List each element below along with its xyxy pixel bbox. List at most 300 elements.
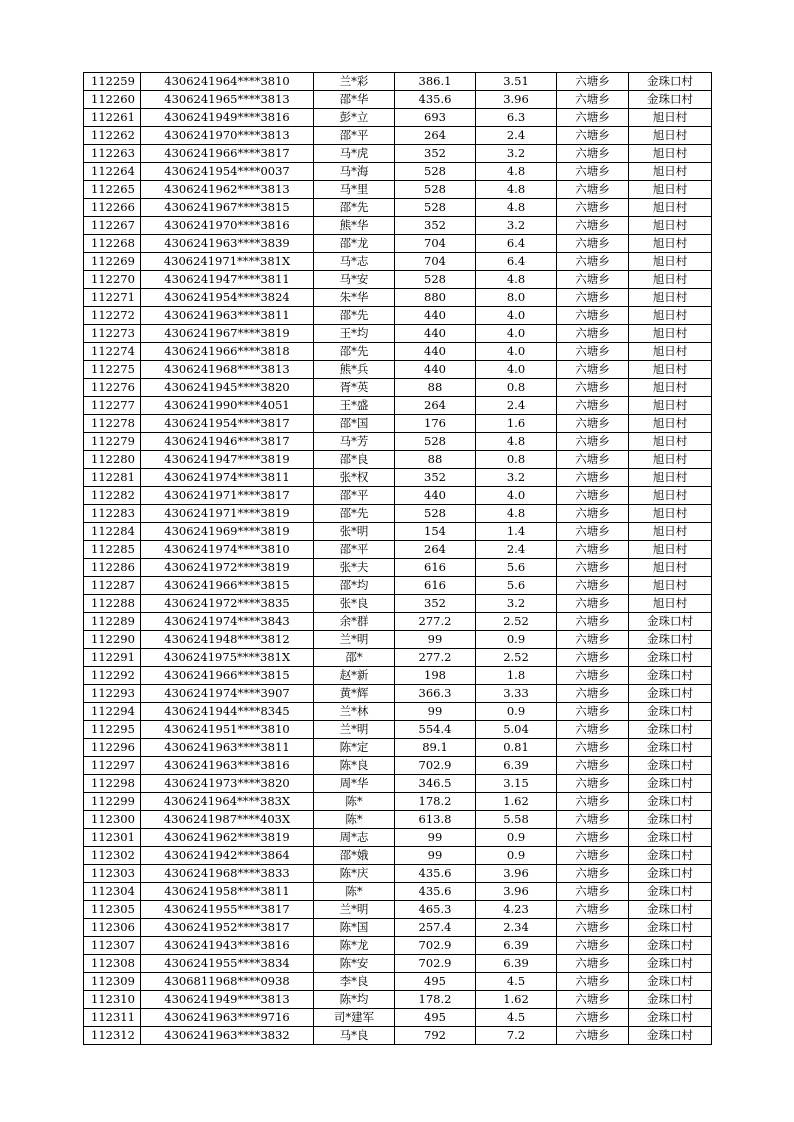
- person-name-cell: 张*明: [314, 523, 395, 541]
- township-name-cell: 六塘乡: [557, 595, 629, 613]
- id-number-cell: 4306241963****3816: [141, 757, 314, 775]
- person-name-cell: 陈*: [314, 793, 395, 811]
- person-name-cell: 周*华: [314, 775, 395, 793]
- amount-value-cell: 5.58: [476, 811, 557, 829]
- person-name-cell: 陈*: [314, 883, 395, 901]
- village-name-cell: 旭日村: [629, 451, 712, 469]
- village-name-cell: 旭日村: [629, 523, 712, 541]
- amount-value-cell: 4.8: [476, 163, 557, 181]
- area-value-cell: 178.2: [395, 793, 476, 811]
- amount-value-cell: 0.9: [476, 829, 557, 847]
- record-number-cell: 112278: [84, 415, 141, 433]
- table-row: [84, 145, 712, 163]
- table-row: [84, 739, 712, 757]
- area-value-cell: 440: [395, 307, 476, 325]
- record-number-cell: 112265: [84, 181, 141, 199]
- area-value-cell: 528: [395, 505, 476, 523]
- township-name-cell: 六塘乡: [557, 775, 629, 793]
- area-value-cell: 792: [395, 1027, 476, 1045]
- table-row: [84, 379, 712, 397]
- amount-value-cell: 2.4: [476, 127, 557, 145]
- village-name-cell: 金珠口村: [629, 703, 712, 721]
- area-value-cell: 435.6: [395, 883, 476, 901]
- area-value-cell: 264: [395, 397, 476, 415]
- table-row: [84, 73, 712, 91]
- table-row: [84, 883, 712, 901]
- village-name-cell: 旭日村: [629, 181, 712, 199]
- amount-value-cell: 0.9: [476, 847, 557, 865]
- record-number-cell: 112260: [84, 91, 141, 109]
- record-number-cell: 112312: [84, 1027, 141, 1045]
- amount-value-cell: 4.0: [476, 307, 557, 325]
- amount-value-cell: 2.52: [476, 613, 557, 631]
- person-name-cell: 邵*平: [314, 487, 395, 505]
- village-name-cell: 金珠口村: [629, 793, 712, 811]
- record-number-cell: 112290: [84, 631, 141, 649]
- record-number-cell: 112291: [84, 649, 141, 667]
- record-number-cell: 112275: [84, 361, 141, 379]
- area-value-cell: 89.1: [395, 739, 476, 757]
- village-name-cell: 金珠口村: [629, 901, 712, 919]
- table-row: [84, 703, 712, 721]
- table-row: [84, 523, 712, 541]
- township-name-cell: 六塘乡: [557, 397, 629, 415]
- village-name-cell: 旭日村: [629, 325, 712, 343]
- amount-value-cell: 2.4: [476, 397, 557, 415]
- area-value-cell: 366.3: [395, 685, 476, 703]
- table-row: [84, 865, 712, 883]
- township-name-cell: 六塘乡: [557, 217, 629, 235]
- person-name-cell: 陈*良: [314, 757, 395, 775]
- village-name-cell: 金珠口村: [629, 919, 712, 937]
- person-name-cell: 马*安: [314, 271, 395, 289]
- person-name-cell: 陈*均: [314, 991, 395, 1009]
- amount-value-cell: 3.33: [476, 685, 557, 703]
- area-value-cell: 386.1: [395, 73, 476, 91]
- area-value-cell: 465.3: [395, 901, 476, 919]
- amount-value-cell: 6.39: [476, 955, 557, 973]
- person-name-cell: 彭*立: [314, 109, 395, 127]
- township-name-cell: 六塘乡: [557, 973, 629, 991]
- township-name-cell: 六塘乡: [557, 253, 629, 271]
- id-number-cell: 4306241944****8345: [141, 703, 314, 721]
- id-number-cell: 4306241955****3817: [141, 901, 314, 919]
- record-number-cell: 112280: [84, 451, 141, 469]
- area-value-cell: 198: [395, 667, 476, 685]
- area-value-cell: 704: [395, 235, 476, 253]
- table-row: [84, 973, 712, 991]
- village-name-cell: 金珠口村: [629, 775, 712, 793]
- id-number-cell: 4306241972****3819: [141, 559, 314, 577]
- table-row: [84, 559, 712, 577]
- village-name-cell: 金珠口村: [629, 721, 712, 739]
- amount-value-cell: 4.0: [476, 343, 557, 361]
- amount-value-cell: 0.9: [476, 631, 557, 649]
- id-number-cell: 4306241970****3816: [141, 217, 314, 235]
- id-number-cell: 4306241971****381X: [141, 253, 314, 271]
- amount-value-cell: 6.4: [476, 235, 557, 253]
- amount-value-cell: 8.0: [476, 289, 557, 307]
- township-name-cell: 六塘乡: [557, 181, 629, 199]
- amount-value-cell: 2.4: [476, 541, 557, 559]
- id-number-cell: 4306241943****3816: [141, 937, 314, 955]
- village-name-cell: 金珠口村: [629, 631, 712, 649]
- person-name-cell: 邵*良: [314, 451, 395, 469]
- person-name-cell: 邵*: [314, 649, 395, 667]
- area-value-cell: 154: [395, 523, 476, 541]
- area-value-cell: 528: [395, 199, 476, 217]
- amount-value-cell: 3.2: [476, 145, 557, 163]
- village-name-cell: 金珠口村: [629, 613, 712, 631]
- id-number-cell: 4306241966****3817: [141, 145, 314, 163]
- table-row: [84, 487, 712, 505]
- person-name-cell: 周*志: [314, 829, 395, 847]
- person-name-cell: 马*志: [314, 253, 395, 271]
- table-row: [84, 91, 712, 109]
- township-name-cell: 六塘乡: [557, 307, 629, 325]
- area-value-cell: 702.9: [395, 937, 476, 955]
- township-name-cell: 六塘乡: [557, 271, 629, 289]
- township-name-cell: 六塘乡: [557, 631, 629, 649]
- table-row: [84, 271, 712, 289]
- area-value-cell: 99: [395, 847, 476, 865]
- id-number-cell: 4306241947****3819: [141, 451, 314, 469]
- record-number-cell: 112304: [84, 883, 141, 901]
- township-name-cell: 六塘乡: [557, 955, 629, 973]
- record-number-cell: 112267: [84, 217, 141, 235]
- village-name-cell: 金珠口村: [629, 649, 712, 667]
- person-name-cell: 王*盛: [314, 397, 395, 415]
- person-name-cell: 邵*均: [314, 577, 395, 595]
- township-name-cell: 六塘乡: [557, 379, 629, 397]
- record-number-cell: 112298: [84, 775, 141, 793]
- person-name-cell: 陈*庆: [314, 865, 395, 883]
- area-value-cell: 440: [395, 343, 476, 361]
- township-name-cell: 六塘乡: [557, 667, 629, 685]
- id-number-cell: 4306241966****3815: [141, 667, 314, 685]
- id-number-cell: 4306241963****3811: [141, 739, 314, 757]
- area-value-cell: 99: [395, 703, 476, 721]
- table-row: [84, 541, 712, 559]
- record-number-cell: 112310: [84, 991, 141, 1009]
- amount-value-cell: 4.5: [476, 973, 557, 991]
- record-number-cell: 112286: [84, 559, 141, 577]
- township-name-cell: 六塘乡: [557, 145, 629, 163]
- person-name-cell: 兰*林: [314, 703, 395, 721]
- person-name-cell: 兰*彩: [314, 73, 395, 91]
- record-number-cell: 112308: [84, 955, 141, 973]
- id-number-cell: 4306241975****381X: [141, 649, 314, 667]
- amount-value-cell: 6.4: [476, 253, 557, 271]
- record-number-cell: 112296: [84, 739, 141, 757]
- area-value-cell: 440: [395, 487, 476, 505]
- area-value-cell: 528: [395, 163, 476, 181]
- id-number-cell: 4306241974****3811: [141, 469, 314, 487]
- amount-value-cell: 4.8: [476, 271, 557, 289]
- person-name-cell: 马*芳: [314, 433, 395, 451]
- id-number-cell: 4306241965****3813: [141, 91, 314, 109]
- village-name-cell: 金珠口村: [629, 1027, 712, 1045]
- township-name-cell: 六塘乡: [557, 343, 629, 361]
- id-number-cell: 4306241942****3864: [141, 847, 314, 865]
- person-name-cell: 邵*娥: [314, 847, 395, 865]
- area-value-cell: 495: [395, 973, 476, 991]
- person-name-cell: 陈*龙: [314, 937, 395, 955]
- amount-value-cell: 0.8: [476, 379, 557, 397]
- township-name-cell: 六塘乡: [557, 919, 629, 937]
- table-body: [84, 73, 712, 1045]
- table-row: [84, 397, 712, 415]
- village-name-cell: 旭日村: [629, 541, 712, 559]
- table-row: [84, 613, 712, 631]
- village-name-cell: 旭日村: [629, 253, 712, 271]
- record-number-cell: 112288: [84, 595, 141, 613]
- id-number-cell: 4306241972****3835: [141, 595, 314, 613]
- amount-value-cell: 4.0: [476, 325, 557, 343]
- village-name-cell: 旭日村: [629, 469, 712, 487]
- id-number-cell: 4306811968****0938: [141, 973, 314, 991]
- record-number-cell: 112302: [84, 847, 141, 865]
- record-number-cell: 112261: [84, 109, 141, 127]
- village-name-cell: 旭日村: [629, 109, 712, 127]
- township-name-cell: 六塘乡: [557, 847, 629, 865]
- amount-value-cell: 0.8: [476, 451, 557, 469]
- amount-value-cell: 5.6: [476, 559, 557, 577]
- id-number-cell: 4306241967****3815: [141, 199, 314, 217]
- record-number-cell: 112285: [84, 541, 141, 559]
- area-value-cell: 99: [395, 631, 476, 649]
- record-number-cell: 112292: [84, 667, 141, 685]
- id-number-cell: 4306241962****3813: [141, 181, 314, 199]
- village-name-cell: 金珠口村: [629, 883, 712, 901]
- township-name-cell: 六塘乡: [557, 451, 629, 469]
- amount-value-cell: 4.0: [476, 487, 557, 505]
- village-name-cell: 金珠口村: [629, 847, 712, 865]
- amount-value-cell: 3.51: [476, 73, 557, 91]
- person-name-cell: 马*海: [314, 163, 395, 181]
- township-name-cell: 六塘乡: [557, 325, 629, 343]
- person-name-cell: 兰*明: [314, 631, 395, 649]
- area-value-cell: 702.9: [395, 955, 476, 973]
- record-number-cell: 112284: [84, 523, 141, 541]
- id-number-cell: 4306241951****3810: [141, 721, 314, 739]
- township-name-cell: 六塘乡: [557, 649, 629, 667]
- id-number-cell: 4306241954****3824: [141, 289, 314, 307]
- table-row: [84, 235, 712, 253]
- table-row: [84, 721, 712, 739]
- person-name-cell: 马*里: [314, 181, 395, 199]
- village-name-cell: 金珠口村: [629, 91, 712, 109]
- record-number-cell: 112269: [84, 253, 141, 271]
- table-row: [84, 757, 712, 775]
- person-name-cell: 邵*先: [314, 307, 395, 325]
- table-row: [84, 1009, 712, 1027]
- id-number-cell: 4306241954****0037: [141, 163, 314, 181]
- township-name-cell: 六塘乡: [557, 901, 629, 919]
- table-row: [84, 829, 712, 847]
- id-number-cell: 4306241952****3817: [141, 919, 314, 937]
- record-number-cell: 112266: [84, 199, 141, 217]
- amount-value-cell: 0.9: [476, 703, 557, 721]
- record-number-cell: 112273: [84, 325, 141, 343]
- area-value-cell: 616: [395, 577, 476, 595]
- township-name-cell: 六塘乡: [557, 721, 629, 739]
- person-name-cell: 邵*龙: [314, 235, 395, 253]
- id-number-cell: 4306241974****3810: [141, 541, 314, 559]
- village-name-cell: 旭日村: [629, 505, 712, 523]
- township-name-cell: 六塘乡: [557, 1009, 629, 1027]
- id-number-cell: 4306241963****3832: [141, 1027, 314, 1045]
- township-name-cell: 六塘乡: [557, 199, 629, 217]
- amount-value-cell: 4.23: [476, 901, 557, 919]
- record-number-cell: 112311: [84, 1009, 141, 1027]
- person-name-cell: 熊*华: [314, 217, 395, 235]
- id-number-cell: 4306241955****3834: [141, 955, 314, 973]
- area-value-cell: 264: [395, 541, 476, 559]
- village-name-cell: 旭日村: [629, 307, 712, 325]
- area-value-cell: 277.2: [395, 649, 476, 667]
- record-number-cell: 112268: [84, 235, 141, 253]
- township-name-cell: 六塘乡: [557, 523, 629, 541]
- person-name-cell: 陈*安: [314, 955, 395, 973]
- amount-value-cell: 1.62: [476, 991, 557, 1009]
- id-number-cell: 4306241946****3817: [141, 433, 314, 451]
- area-value-cell: 702.9: [395, 757, 476, 775]
- table-row: [84, 469, 712, 487]
- record-number-cell: 112307: [84, 937, 141, 955]
- person-name-cell: 熊*兵: [314, 361, 395, 379]
- area-value-cell: 352: [395, 217, 476, 235]
- amount-value-cell: 5.04: [476, 721, 557, 739]
- amount-value-cell: 5.6: [476, 577, 557, 595]
- amount-value-cell: 6.39: [476, 937, 557, 955]
- id-number-cell: 4306241968****3813: [141, 361, 314, 379]
- area-value-cell: 613.8: [395, 811, 476, 829]
- village-name-cell: 金珠口村: [629, 73, 712, 91]
- table-row: [84, 163, 712, 181]
- table-row: [84, 415, 712, 433]
- township-name-cell: 六塘乡: [557, 703, 629, 721]
- record-table: [83, 72, 712, 1045]
- table-row: [84, 667, 712, 685]
- village-name-cell: 金珠口村: [629, 991, 712, 1009]
- record-number-cell: 112294: [84, 703, 141, 721]
- area-value-cell: 528: [395, 433, 476, 451]
- amount-value-cell: 1.6: [476, 415, 557, 433]
- person-name-cell: 胥*英: [314, 379, 395, 397]
- id-number-cell: 4306241966****3815: [141, 577, 314, 595]
- village-name-cell: 旭日村: [629, 127, 712, 145]
- record-number-cell: 112264: [84, 163, 141, 181]
- table-row: [84, 325, 712, 343]
- area-value-cell: 277.2: [395, 613, 476, 631]
- township-name-cell: 六塘乡: [557, 937, 629, 955]
- person-name-cell: 马*良: [314, 1027, 395, 1045]
- village-name-cell: 金珠口村: [629, 1009, 712, 1027]
- area-value-cell: 352: [395, 469, 476, 487]
- township-name-cell: 六塘乡: [557, 235, 629, 253]
- table-row: [84, 361, 712, 379]
- table-row: [84, 433, 712, 451]
- amount-value-cell: 4.8: [476, 505, 557, 523]
- id-number-cell: 4306241969****3819: [141, 523, 314, 541]
- id-number-cell: 4306241974****3907: [141, 685, 314, 703]
- township-name-cell: 六塘乡: [557, 811, 629, 829]
- person-name-cell: 张*良: [314, 595, 395, 613]
- record-number-cell: 112272: [84, 307, 141, 325]
- village-name-cell: 旭日村: [629, 163, 712, 181]
- village-name-cell: 旭日村: [629, 433, 712, 451]
- township-name-cell: 六塘乡: [557, 163, 629, 181]
- village-name-cell: 金珠口村: [629, 937, 712, 955]
- township-name-cell: 六塘乡: [557, 865, 629, 883]
- area-value-cell: 495: [395, 1009, 476, 1027]
- table-row: [84, 955, 712, 973]
- id-number-cell: 4306241954****3817: [141, 415, 314, 433]
- village-name-cell: 旭日村: [629, 235, 712, 253]
- village-name-cell: 金珠口村: [629, 811, 712, 829]
- township-name-cell: 六塘乡: [557, 487, 629, 505]
- township-name-cell: 六塘乡: [557, 793, 629, 811]
- area-value-cell: 88: [395, 451, 476, 469]
- id-number-cell: 4306241949****3813: [141, 991, 314, 1009]
- id-number-cell: 4306241968****3833: [141, 865, 314, 883]
- amount-value-cell: 4.5: [476, 1009, 557, 1027]
- person-name-cell: 陈*: [314, 811, 395, 829]
- village-name-cell: 金珠口村: [629, 973, 712, 991]
- record-number-cell: 112301: [84, 829, 141, 847]
- township-name-cell: 六塘乡: [557, 685, 629, 703]
- record-number-cell: 112282: [84, 487, 141, 505]
- id-number-cell: 4306241963****3839: [141, 235, 314, 253]
- amount-value-cell: 4.0: [476, 361, 557, 379]
- person-name-cell: 余*群: [314, 613, 395, 631]
- area-value-cell: 352: [395, 145, 476, 163]
- amount-value-cell: 6.39: [476, 757, 557, 775]
- table-row: [84, 505, 712, 523]
- record-number-cell: 112305: [84, 901, 141, 919]
- person-name-cell: 赵*新: [314, 667, 395, 685]
- table-row: [84, 775, 712, 793]
- table-row: [84, 109, 712, 127]
- record-number-cell: 112293: [84, 685, 141, 703]
- id-number-cell: 4306241967****3819: [141, 325, 314, 343]
- township-name-cell: 六塘乡: [557, 433, 629, 451]
- person-name-cell: 李*良: [314, 973, 395, 991]
- amount-value-cell: 2.52: [476, 649, 557, 667]
- person-name-cell: 朱*华: [314, 289, 395, 307]
- table-row: [84, 649, 712, 667]
- record-number-cell: 112295: [84, 721, 141, 739]
- amount-value-cell: 3.96: [476, 91, 557, 109]
- person-name-cell: 邵*先: [314, 505, 395, 523]
- amount-value-cell: 4.8: [476, 199, 557, 217]
- village-name-cell: 旭日村: [629, 343, 712, 361]
- person-name-cell: 邵*华: [314, 91, 395, 109]
- person-name-cell: 陈*国: [314, 919, 395, 937]
- table-row: [84, 631, 712, 649]
- amount-value-cell: 3.2: [476, 469, 557, 487]
- person-name-cell: 张*夫: [314, 559, 395, 577]
- township-name-cell: 六塘乡: [557, 505, 629, 523]
- person-name-cell: 司*建军: [314, 1009, 395, 1027]
- village-name-cell: 旭日村: [629, 379, 712, 397]
- area-value-cell: 88: [395, 379, 476, 397]
- amount-value-cell: 3.2: [476, 217, 557, 235]
- table-row: [84, 847, 712, 865]
- person-name-cell: 王*均: [314, 325, 395, 343]
- id-number-cell: 4306241973****3820: [141, 775, 314, 793]
